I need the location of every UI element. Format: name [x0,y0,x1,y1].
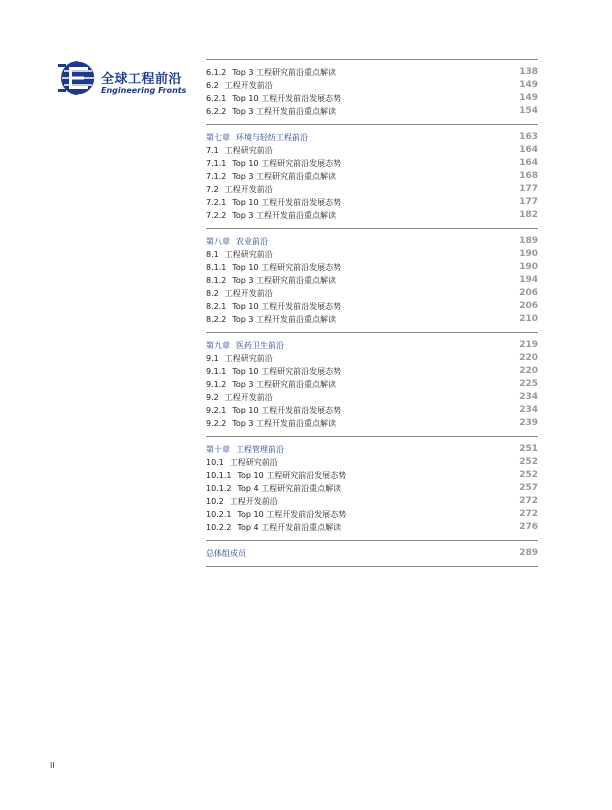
toc-entry-number: 8.2.2 [206,315,227,324]
toc-entry-number: 7.1.2 [206,172,227,181]
toc-entry-title: 农业前沿 [236,237,268,246]
toc-entry-page: 190 [519,249,538,259]
toc-entry-title: Top 10 工程研究前沿发展态势 [232,263,342,272]
toc-entry-page: 220 [519,366,538,376]
toc-entry-title: 工程研究前沿 [224,354,273,363]
toc-entry-title: Top 3 工程开发前沿重点解读 [232,211,337,220]
toc-entry[interactable] [206,248,538,261]
toc-entry-page: 177 [519,197,538,207]
toc-entry-page: 257 [519,483,538,493]
toc-chapter-entry[interactable] [206,339,538,352]
toc-entry-page: 234 [519,405,538,415]
toc-section [206,332,538,436]
toc-entry-title: Top 10 工程研究前沿发展态势 [232,367,342,376]
toc-entry-page: 219 [519,340,538,350]
toc-entry-page: 164 [519,158,538,168]
toc-section [206,228,538,332]
toc-entry[interactable] [206,482,538,495]
toc-entry-title: 工程开发前沿 [224,393,273,402]
page-number: II [50,761,55,770]
toc-entry-page: 138 [519,67,538,77]
toc-entry[interactable] [206,66,538,79]
toc-entry-title: Top 4 工程开发前沿重点解读 [237,523,342,532]
toc-entry-page: 177 [519,184,538,194]
toc-entry[interactable] [206,261,538,274]
toc-entry-number: 9.1 [206,354,219,363]
toc-entry-title: Top 10 工程研究前沿发展态势 [232,159,342,168]
toc-section [206,540,538,566]
toc-entry-page: 251 [519,444,538,454]
toc-entry-number: 10.1 [206,458,224,467]
toc-entry[interactable] [206,391,538,404]
toc-entry[interactable] [206,495,538,508]
toc-entry-number: 9.1.2 [206,380,227,389]
toc-entry-page: 206 [519,301,538,311]
toc-entry-page: 164 [519,145,538,155]
toc-entry-page: 163 [519,132,538,142]
toc-entry-title: Top 10 工程开发前沿发展态势 [232,94,342,103]
globe-logo-icon [58,58,98,98]
toc-entry-title: Top 3 工程开发前沿重点解读 [232,419,337,428]
toc-entry-title: Top 4 工程研究前沿重点解读 [237,484,342,493]
toc-entry-title: Top 3 工程研究前沿重点解读 [232,68,337,77]
toc-entry[interactable] [206,404,538,417]
toc-entry-number: 第十章 [206,445,230,454]
toc-entry-title: Top 3 工程开发前沿重点解读 [232,315,337,324]
toc-entry-number: 7.2 [206,185,219,194]
toc-entry-page: 194 [519,275,538,285]
toc-entry-title: 工程开发前沿 [224,81,273,90]
toc-entry-page: 239 [519,418,538,428]
toc-entry-number: 第七章 [206,133,230,142]
toc-entry[interactable] [206,417,538,430]
toc-entry[interactable] [206,313,538,326]
toc-entry-title: Top 10 工程开发前沿发展态势 [232,198,342,207]
toc-entry-number: 7.1 [206,146,219,155]
toc-entry-page: 220 [519,353,538,363]
toc-entry[interactable] [206,287,538,300]
toc-section [206,124,538,228]
toc-entry-page: 252 [519,470,538,480]
toc-entry-number: 9.2.2 [206,419,227,428]
toc-entry-title: Top 3 工程研究前沿重点解读 [232,276,337,285]
toc-chapter-entry[interactable] [206,547,538,560]
toc-entry-page: 149 [519,93,538,103]
toc-entry-number: 6.1.2 [206,68,227,77]
toc-entry-page: 272 [519,509,538,519]
toc-entry-page: 289 [519,548,538,558]
toc-entry-title: Top 10 工程开发前沿发展态势 [237,510,347,519]
toc-entry-number: 9.2 [206,393,219,402]
toc-entry-page: 206 [519,288,538,298]
toc-entry-number: 6.2.1 [206,94,227,103]
toc-entry-number: 8.1.1 [206,263,227,272]
toc-entry[interactable] [206,378,538,391]
toc-entry-number: 10.2.2 [206,523,232,532]
toc-entry[interactable] [206,274,538,287]
toc-entry-title: Top 10 工程开发前沿发展态势 [232,406,342,415]
toc-entry[interactable] [206,456,538,469]
toc-entry-page: 225 [519,379,538,389]
logo-title-cn: 全球工程前沿 [101,72,183,87]
toc-entry-number: 8.1 [206,250,219,259]
toc-entry-number: 第八章 [206,237,230,246]
toc-entry-title: 总体组成员 [206,549,246,558]
toc-entry-page: 149 [519,80,538,90]
toc-entry[interactable] [206,300,538,313]
toc-entry-number: 9.2.1 [206,406,227,415]
toc-entry-number: 8.2 [206,289,219,298]
toc-entry-title: Top 3 工程研究前沿重点解读 [232,380,337,389]
toc-entry[interactable] [206,105,538,118]
toc-entry[interactable] [206,183,538,196]
toc-entry-page: 252 [519,457,538,467]
toc-entry-page: 272 [519,496,538,506]
toc-entry-number: 8.2.1 [206,302,227,311]
toc-entry-number: 9.1.1 [206,367,227,376]
toc-entry-title: Top 3 工程研究前沿重点解读 [232,172,337,181]
toc-entry-number: 8.1.2 [206,276,227,285]
toc-entry-number: 7.1.1 [206,159,227,168]
toc-entry-title: Top 10 工程研究前沿发展态势 [237,471,347,480]
table-of-contents [206,59,538,567]
toc-entry-number: 6.2.2 [206,107,227,116]
toc-entry-title: 工程管理前沿 [236,445,284,454]
toc-chapter-entry[interactable] [206,443,538,456]
toc-entry-number: 10.2 [206,497,224,506]
toc-entry[interactable] [206,144,538,157]
toc-entry[interactable] [206,196,538,209]
toc-entry-title: 工程研究前沿 [229,458,278,467]
toc-entry-number: 10.1.2 [206,484,232,493]
toc-entry-title: 工程开发前沿 [224,289,273,298]
toc-entry-number: 10.2.1 [206,510,232,519]
toc-entry[interactable] [206,365,538,378]
toc-entry-page: 210 [519,314,538,324]
toc-entry-number: 6.2 [206,81,219,90]
toc-entry-title: 工程开发前沿 [229,497,278,506]
toc-entry[interactable] [206,157,538,170]
toc-entry-page: 168 [519,171,538,181]
toc-entry-page: 182 [519,210,538,220]
toc-entry[interactable] [206,508,538,521]
toc-entry[interactable] [206,170,538,183]
toc-entry[interactable] [206,92,538,105]
toc-section [206,436,538,540]
toc-entry-number: 10.1.1 [206,471,232,480]
toc-entry-title: Top 3 工程开发前沿重点解读 [232,107,337,116]
toc-entry[interactable] [206,209,538,222]
toc-entry-number: 7.2.1 [206,198,227,207]
toc-entry-number: 7.2.2 [206,211,227,220]
toc-end-rule [206,566,538,567]
toc-entry[interactable] [206,352,538,365]
toc-entry-title: 工程研究前沿 [224,146,273,155]
toc-entry-title: 环境与轻纺工程前沿 [236,133,308,142]
logo-title-en: Engineering Fronts [101,86,187,95]
toc-entry-page: 234 [519,392,538,402]
toc-chapter-entry[interactable] [206,131,538,144]
toc-entry[interactable] [206,469,538,482]
toc-entry[interactable] [206,521,538,534]
toc-entry-page: 276 [519,522,538,532]
toc-chapter-entry[interactable] [206,235,538,248]
toc-entry-title: Top 10 工程开发前沿发展态势 [232,302,342,311]
toc-entry-title: 医药卫生前沿 [236,341,284,350]
toc-section [206,59,538,124]
toc-entry-page: 190 [519,262,538,272]
toc-entry-page: 189 [519,236,538,246]
toc-entry-number: 第九章 [206,341,230,350]
toc-entry-title: 工程开发前沿 [224,185,273,194]
toc-entry[interactable] [206,79,538,92]
logo [58,58,188,102]
toc-entry-page: 154 [519,106,538,116]
toc-entry-title: 工程研究前沿 [224,250,273,259]
